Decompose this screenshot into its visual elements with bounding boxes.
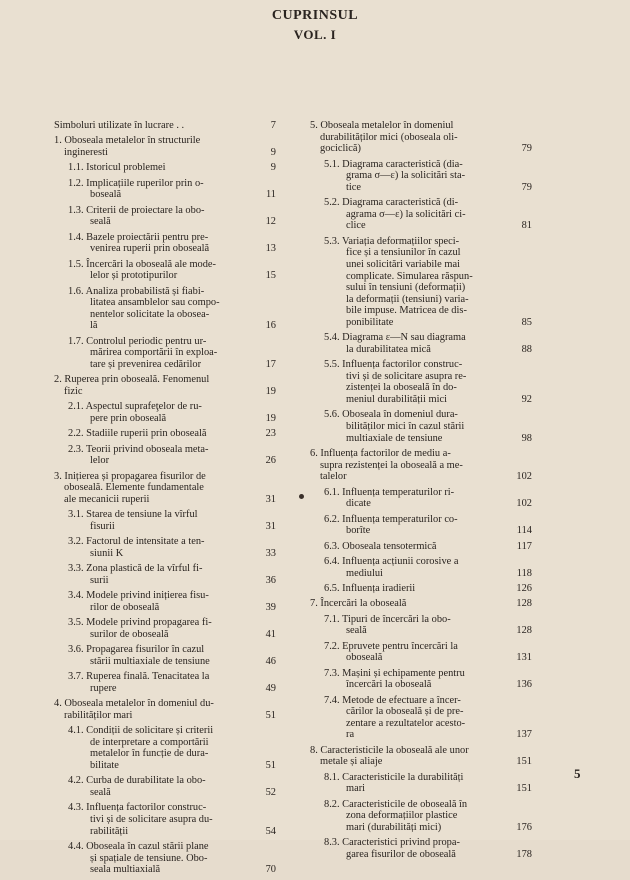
- toc-entry: [54, 563, 276, 586]
- toc-entry-title: 7.2. Epruvete pentru încercări la oboseală: [324, 640, 458, 664]
- toc-entry-page: 39: [265, 601, 276, 613]
- toc-entry-title: 6.1. Influența temperaturilor ri- dicate: [324, 486, 455, 510]
- toc-entry: [54, 698, 276, 721]
- toc-entry: [310, 514, 532, 537]
- toc-entry: [54, 509, 276, 532]
- toc-entry-title: 4.3. Influența factorilor construc- tivi și de solicitare asupra du- rabilității: [68, 802, 213, 837]
- toc-entry-page: 13: [265, 243, 276, 255]
- toc-entry: [54, 232, 276, 255]
- toc-entry-title: 1.2. Implicațiile ruperilor prin o- boseală: [68, 177, 204, 201]
- toc-entry: [54, 725, 276, 771]
- toc-entry-page: 85: [521, 316, 532, 328]
- toc-entry-title: 3.5. Modele privind propagarea fi- surilor de oboseală: [68, 617, 212, 640]
- toc-entry-page: 36: [265, 574, 276, 586]
- toc-entry: [54, 841, 276, 876]
- toc-entry: [54, 135, 276, 158]
- toc-entry: [310, 583, 532, 595]
- toc-entry: [54, 401, 276, 424]
- toc-entry: [310, 359, 532, 405]
- toc-entry-page: 70: [265, 864, 276, 876]
- toc-entry: [54, 428, 276, 440]
- toc-entry-page: 12: [265, 216, 276, 228]
- toc-entry-title: 1.5. Încercări la oboseală ale mode- lelor și prototipurilor: [68, 258, 216, 282]
- toc-entry: [54, 536, 276, 559]
- toc-entry-title: 4.1. Condiții de solicitare și criterii de interpretare a comportării metalelor în funcție de dura- bilitate: [68, 725, 214, 772]
- toc-entry: [54, 162, 276, 174]
- toc-entry: [54, 590, 276, 613]
- toc-entry: [54, 178, 276, 201]
- toc-entry-page: 33: [265, 547, 276, 559]
- toc-entry-page: 26: [265, 455, 276, 467]
- toc-entry-title: 5.3. Variația deformațiilor speci- fice și a tensiunilor în cazul unei solicitări variabile mai complicate. Simularea răspun- sului în tensiuni (deformații) la deformații (tensiuni) varia- bile impuse. Matricea de dis- ponibilitate: [324, 235, 473, 328]
- toc-entry-title: 8.2. Caracteristicile de oboseală în zona deformațiilor plastice mari (durabilități mici): [324, 798, 468, 833]
- toc-entry-page: 102: [516, 498, 532, 510]
- toc-entry-title: 4.4. Oboseala în cazul stării plane și spațiale de tensiune. Obo- seala multiaxială: [68, 840, 209, 876]
- toc-entry-title: 2. Ruperea prin oboseală. Fenomenul fizic: [54, 374, 210, 398]
- toc-entry-page: 151: [516, 756, 532, 768]
- toc-entry: [310, 541, 532, 553]
- toc-entry-title: 3.6. Propagarea fisurilor în cazul stării multiaxiale de tensiune: [68, 644, 210, 667]
- toc-entry-page: 128: [516, 598, 532, 610]
- toc-entry: [310, 598, 532, 610]
- toc-entry-title: 5.5. Influența factorilor construc- tivi și de solicitare asupra re- zistenței la oboseală în do- meniul durabilității mici: [324, 359, 467, 406]
- toc-entry-page: 52: [265, 787, 276, 799]
- toc-column-right: [310, 120, 532, 864]
- toc-entry: [54, 286, 276, 332]
- toc-entry-title: 3.7. Ruperea finală. Tenacitatea la rupere: [68, 671, 210, 694]
- toc-entry-page: 16: [265, 320, 276, 332]
- toc-entry: [310, 668, 532, 691]
- toc-entry-page: 23: [265, 428, 276, 440]
- toc-entry-page: 178: [516, 848, 532, 860]
- toc-entry: [310, 614, 532, 637]
- toc-entry-title: 7.3. Mașini și echipamente pentru încercări la oboseală: [324, 667, 465, 691]
- toc-entry-title: 2.2. Stadiile ruperii prin oboseală: [68, 428, 207, 440]
- toc-entry-page: 92: [521, 394, 532, 406]
- toc-entry-page: 19: [265, 413, 276, 425]
- toc-entry: [310, 641, 532, 664]
- toc-entry-title: 1.7. Controlul periodic pentru ur- mărirea comportării în exploa- tare și prevenirea cedărilor: [68, 335, 218, 371]
- toc-entry-title: 7.1. Tipuri de încercări la obo- seală: [324, 613, 451, 637]
- toc-entry-title: 5. Oboseala metalelor în domeniul durabilităților mici (oboseala oli- gociclică): [310, 120, 458, 155]
- toc-entry-page: 9: [270, 146, 276, 158]
- toc-entry: [310, 837, 532, 860]
- toc-entry-page: 79: [521, 143, 532, 155]
- toc-entry-page: 51: [265, 760, 276, 772]
- toc-entry: [310, 409, 532, 444]
- toc-entry-title: 3.4. Modele privind inițierea fisu- rilor de oboseală: [68, 590, 209, 613]
- toc-entry-title: 6. Influența factorilor de mediu a- supra rezistenței la oboseală a me- talelor: [310, 448, 463, 483]
- toc-entry: [54, 374, 276, 397]
- toc-entry-title: 8. Caracteristicile la oboseală ale unor metale și aliaje: [310, 744, 469, 768]
- toc-entry-page: 15: [265, 270, 276, 282]
- toc-entry: [310, 772, 532, 795]
- toc-entry-page: 31: [265, 493, 276, 505]
- toc-entry-title: 6.3. Oboseala tensotermică: [324, 540, 437, 552]
- toc-entry-page: 31: [265, 520, 276, 532]
- toc-entry-title: 2.3. Teorii privind oboseala meta- lelor: [68, 443, 209, 467]
- toc-entry-page: 137: [516, 729, 532, 741]
- toc-entry-title: 4. Oboseala metalelor în domeniul du- rabilităților mari: [54, 698, 214, 721]
- toc-entry-page: 128: [516, 625, 532, 637]
- toc-entry-title: 5.6. Oboseala în domeniul dura- bilităților mici în cazul stării multiaxiale de tensiune: [324, 409, 465, 444]
- toc-entry-title: 6.4. Influența acțiunii corosive a mediului: [324, 555, 459, 579]
- toc-entry-page: 151: [516, 783, 532, 795]
- page-title: CUPRINSUL: [271, 8, 359, 23]
- toc-entry-page: 51: [265, 709, 276, 721]
- toc-entry-page: 19: [265, 386, 276, 398]
- toc-entry: [310, 745, 532, 768]
- toc-entry: [310, 332, 532, 355]
- toc-entry-title: Simboluri utilizate în lucrare . .: [54, 120, 185, 131]
- toc-entry: [310, 695, 532, 741]
- toc-entry-title: 3.1. Starea de tensiune la vîrful fisurii: [68, 509, 198, 532]
- toc-entry-title: 8.3. Caracteristici privind propa- garea fisurilor de oboseală: [324, 837, 460, 860]
- toc-entry-page: 117: [516, 540, 532, 552]
- toc-entry: [54, 775, 276, 798]
- toc-entry: [54, 120, 276, 132]
- toc-entry-title: 1.6. Analiza probabilistă și fiabi- litatea ansamblelor sau compo- nentelor solicitate la obosea- lă: [68, 285, 220, 332]
- toc-entry: [54, 259, 276, 282]
- toc-entry: [54, 205, 276, 228]
- toc-entry-title: 5.4. Diagrama ε—N sau diagrama la durabilitatea mică: [324, 332, 466, 355]
- toc-entry: [310, 197, 532, 232]
- toc-entry-title: 1.4. Bazele proiectării pentru pre- venirea ruperii prin oboseală: [68, 231, 210, 255]
- toc-entry-page: 54: [265, 825, 276, 837]
- toc-entry-title: 1. Oboseala metalelor în structurile ingineresti: [54, 135, 201, 158]
- toc-entry-title: 7. Încercări la oboseală: [310, 598, 407, 610]
- toc-entry-title: 3.2. Factorul de intensitate a ten- siunii K: [68, 536, 205, 559]
- toc-entry-title: 3. Inițierea și propagarea fisurilor de oboseală. Elemente fundamentale ale mecanicii ruperii: [54, 470, 206, 505]
- toc-entry-page: 88: [521, 343, 532, 355]
- toc-entry-page: 98: [521, 432, 532, 444]
- toc-entry: [54, 336, 276, 371]
- toc-entry-page: 176: [516, 822, 532, 833]
- toc-entry-title: 4.2. Curba de durabilitate la obo- seală: [68, 775, 206, 799]
- toc-entry: [54, 802, 276, 837]
- toc-entry-title: 8.1. Caracteristicile la durabilități mari: [324, 771, 464, 795]
- toc-entry-page: 102: [516, 471, 532, 483]
- toc-entry-page: 17: [265, 359, 276, 371]
- toc-entry-page: 7: [270, 120, 276, 131]
- toc-entry: [310, 487, 532, 510]
- toc-entry: [310, 159, 532, 194]
- toc-entry-page: 126: [516, 582, 532, 594]
- page-number: 5: [574, 766, 581, 781]
- toc-entry-title: 6.5. Influența iradierii: [324, 582, 416, 594]
- toc-entry: [310, 120, 532, 155]
- toc-entry-title: 3.3. Zona plastică de la vîrful fi- surii: [68, 563, 203, 586]
- toc-column-left: [54, 120, 276, 880]
- toc-entry-page: 114: [516, 525, 532, 537]
- toc-entry-title: 7.4. Metode de efectuare a încer- cărilor la oboseală și de pre- zentare a rezultatelor acesto- ra: [324, 694, 466, 741]
- volume-label: VOL. I: [293, 27, 337, 42]
- toc-entry-page: 81: [521, 220, 532, 232]
- toc-entry-title: 1.1. Istoricul problemei: [68, 162, 166, 174]
- toc-entry: [310, 448, 532, 483]
- toc-entry: [54, 444, 276, 467]
- toc-entry: [310, 556, 532, 579]
- toc-entry: [310, 799, 532, 834]
- toc-entry-page: 131: [516, 652, 532, 664]
- toc-entry-page: 136: [516, 679, 532, 691]
- toc-entry-title: 2.1. Aspectul suprafeţelor de ru- pere prin oboseală: [68, 401, 202, 425]
- toc-entry-title: 1.3. Criterii de proiectare la obo- seală: [68, 204, 205, 228]
- toc-entry: [54, 644, 276, 667]
- toc-entry: [54, 471, 276, 506]
- toc-entry-title: 5.1. Diagrama caracteristică (dia- grama σ—ε) la solicitări sta- tice: [324, 158, 466, 193]
- toc-entry-page: 41: [265, 628, 276, 640]
- toc-entry-page: 49: [265, 682, 276, 694]
- toc-entry: [54, 617, 276, 640]
- toc-entry-title: 5.2. Diagrama caracteristică (di- agrama σ—ε) la solicitări ci- clice: [324, 197, 466, 232]
- toc-entry-page: 118: [516, 567, 532, 579]
- toc-entry: [54, 671, 276, 694]
- toc-entry-page: 79: [521, 181, 532, 193]
- toc-entry-title: 6.2. Influența temperaturilor co- borîte: [324, 513, 458, 537]
- toc-entry-page: 9: [270, 162, 276, 174]
- toc-entry-page: 46: [265, 655, 276, 667]
- toc-entry: [310, 236, 532, 329]
- toc-entry-page: 11: [265, 189, 276, 201]
- paper-blemish: [299, 494, 304, 499]
